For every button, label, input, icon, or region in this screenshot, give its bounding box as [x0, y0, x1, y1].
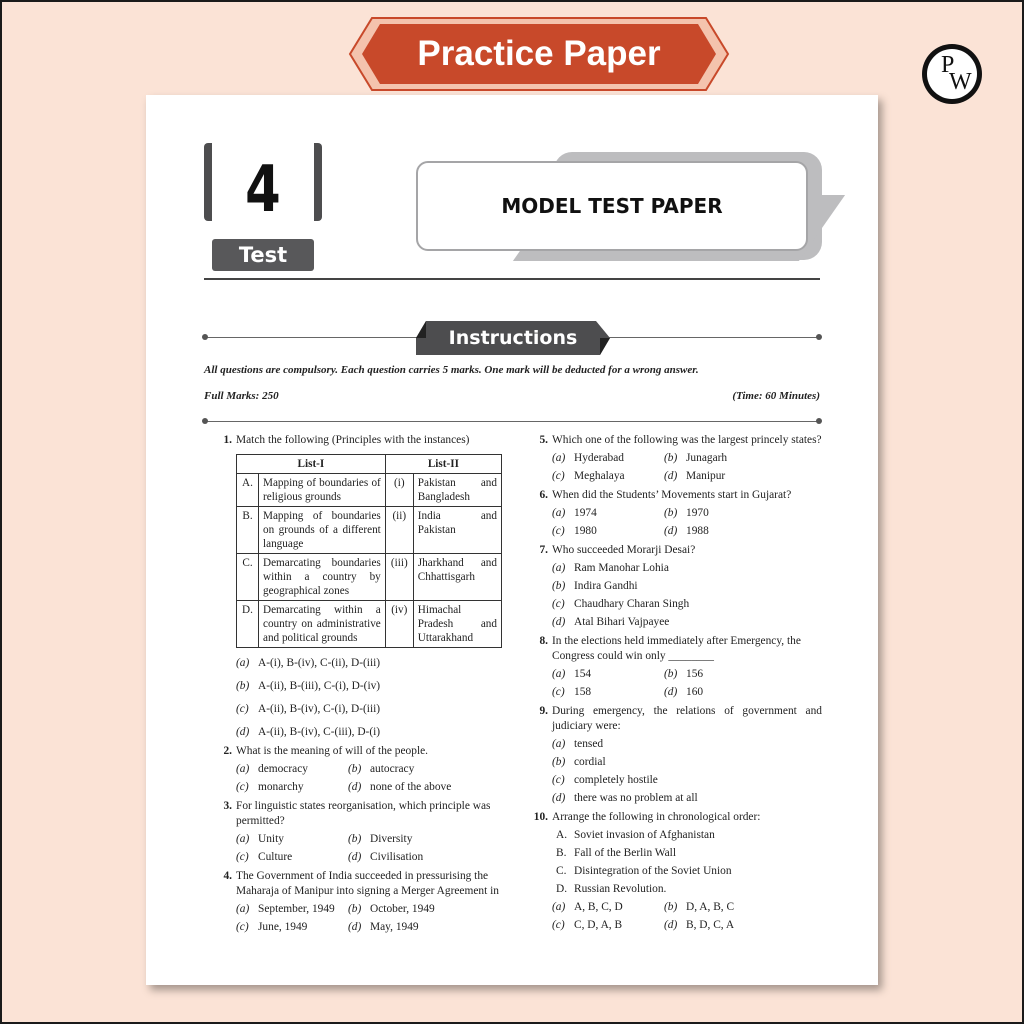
item-text: Soviet invasion of Afghanistan	[574, 829, 715, 841]
option-letter: (a)	[236, 657, 250, 669]
paper-page	[146, 95, 878, 985]
option-d[interactable]	[664, 469, 822, 484]
option-text: Unity	[258, 833, 284, 845]
option-b[interactable]	[236, 679, 506, 694]
option-text: Manipur	[686, 470, 726, 482]
option-letter: (c)	[552, 919, 565, 931]
test-label: Test	[212, 239, 314, 271]
answer-options	[552, 506, 822, 539]
question-4	[216, 869, 506, 935]
option-c[interactable]	[236, 702, 506, 717]
answer-options	[236, 656, 506, 740]
list-i-cell: Mapping of boundaries on grounds of a different language	[259, 507, 386, 554]
item-letter: A.	[556, 829, 568, 841]
option-d[interactable]	[348, 920, 506, 935]
option-letter: (d)	[664, 686, 678, 698]
row-numeral: (iv)	[385, 601, 413, 648]
option-text: June, 1949	[258, 921, 308, 933]
table-row	[237, 474, 502, 507]
list-i-cell: Mapping of boundaries of religious grounds	[259, 474, 386, 507]
option-b[interactable]	[552, 579, 822, 594]
question-3	[216, 799, 506, 865]
option-letter: (c)	[236, 703, 249, 715]
left-column	[216, 433, 506, 939]
question-2	[216, 744, 506, 795]
option-letter: (b)	[348, 833, 362, 845]
option-text: Diversity	[370, 833, 413, 845]
option-text: A, B, C, D	[574, 901, 623, 913]
option-text: B, D, C, A	[686, 919, 735, 931]
option-text: Indira Gandhi	[574, 580, 638, 592]
option-text: Atal Bihari Vajpayee	[574, 616, 670, 628]
item-letter: D.	[556, 883, 568, 895]
table-row	[237, 554, 502, 601]
list-item	[552, 846, 822, 861]
option-letter: (d)	[664, 919, 678, 931]
right-column	[532, 433, 822, 937]
match-table	[236, 454, 502, 648]
row-numeral: (iii)	[385, 554, 413, 601]
banner-title: Practice Paper	[417, 34, 661, 73]
option-text: tensed	[574, 738, 604, 750]
option-a[interactable]	[552, 900, 664, 915]
option-letter: (b)	[664, 452, 678, 464]
question-number: 4.	[223, 870, 232, 882]
option-text: D, A, B, C	[686, 901, 735, 913]
list-ii-cell: Pakistan and Bangladesh	[413, 474, 501, 507]
pw-logo-inner	[927, 49, 977, 99]
option-text: 156	[686, 668, 704, 680]
option-c[interactable]	[552, 469, 664, 484]
option-c[interactable]	[552, 918, 664, 933]
item-text: Disintegration of the Soviet Union	[574, 865, 732, 877]
question-number: 3.	[223, 800, 232, 812]
logo-letter-w: W	[949, 69, 972, 95]
question-text: For linguistic states reorganisation, which principle was permitted?	[236, 800, 491, 827]
option-letter: (b)	[236, 680, 250, 692]
question-number: 2.	[223, 745, 232, 757]
option-d[interactable]	[664, 918, 822, 933]
option-letter: (a)	[552, 901, 566, 913]
test-number-box	[204, 143, 322, 227]
option-letter: (c)	[236, 921, 249, 933]
option-letter: (c)	[236, 781, 249, 793]
option-text: C, D, A, B	[574, 919, 623, 931]
option-letter: (c)	[552, 470, 565, 482]
instructions-tab	[416, 321, 610, 355]
question-number: 9.	[539, 705, 548, 717]
option-text: 160	[686, 686, 704, 698]
option-text: A-(ii), B-(iv), C-(i), D-(iii)	[258, 703, 381, 715]
option-b[interactable]	[348, 762, 506, 777]
option-text: Civilisation	[370, 851, 424, 863]
item-text: Russian Revolution.	[574, 883, 667, 895]
option-text: Hyderabad	[574, 452, 624, 464]
answer-options	[552, 561, 822, 630]
option-text: September, 1949	[258, 903, 335, 915]
question-text: Arrange the following in chronological order:	[552, 811, 761, 823]
instructions-line-dot-left	[202, 334, 208, 340]
option-text: 1974	[574, 507, 597, 519]
option-letter: (c)	[552, 686, 565, 698]
row-numeral: (ii)	[385, 507, 413, 554]
question-number: 6.	[539, 489, 548, 501]
option-letter: (b)	[664, 507, 678, 519]
option-letter: (b)	[664, 668, 678, 680]
option-text: 154	[574, 668, 592, 680]
question-10	[532, 810, 822, 933]
row-letter: C.	[237, 554, 259, 601]
option-b[interactable]	[552, 755, 822, 770]
option-letter: (a)	[552, 738, 566, 750]
question-6	[532, 488, 822, 539]
option-text: A-(ii), B-(iii), C-(i), D-(iv)	[258, 680, 381, 692]
option-b[interactable]	[348, 832, 506, 847]
list-i-header: List-I	[237, 455, 386, 474]
option-b[interactable]	[664, 451, 822, 466]
question-text: When did the Students’ Movements start in Gujarat?	[552, 489, 792, 501]
option-text: May, 1949	[370, 921, 419, 933]
question-5	[532, 433, 822, 484]
option-letter: (b)	[552, 756, 566, 768]
row-letter: D.	[237, 601, 259, 648]
question-8	[532, 634, 822, 700]
list-ii-cell: Jharkhand and Chhattisgarh	[413, 554, 501, 601]
option-letter: (a)	[552, 452, 566, 464]
marks-row	[204, 390, 820, 402]
logo-letter-p: P	[941, 52, 955, 78]
list-i-cell: Demarcating boundaries within a country by geographical zones	[259, 554, 386, 601]
option-c[interactable]	[236, 850, 348, 865]
answer-options	[236, 762, 506, 795]
match-table-header	[237, 455, 502, 474]
option-text: Meghalaya	[574, 470, 625, 482]
option-text: 1988	[686, 525, 709, 537]
option-text: A-(i), B-(iv), C-(ii), D-(iii)	[258, 657, 381, 669]
option-letter: (a)	[236, 903, 250, 915]
option-letter: (d)	[348, 921, 362, 933]
sequence-items	[552, 828, 822, 897]
option-a[interactable]	[236, 656, 506, 671]
divider-dot-right	[816, 418, 822, 424]
question-text: Which one of the following was the largest princely states?	[552, 434, 822, 446]
option-text: Ram Manohar Lohia	[574, 562, 669, 574]
option-d[interactable]	[552, 615, 822, 630]
list-ii-cell: India and Pakistan	[413, 507, 501, 554]
option-text: autocracy	[370, 763, 415, 775]
option-a[interactable]	[236, 902, 348, 917]
list-ii-cell: Himachal Pradesh and Uttarakhand	[413, 601, 501, 648]
answer-options	[552, 667, 822, 700]
option-letter: (c)	[552, 598, 565, 610]
option-a[interactable]	[236, 762, 348, 777]
option-text: Culture	[258, 851, 293, 863]
header-divider	[204, 278, 820, 280]
list-i-cell: Demarcating within a country on administrative and political grounds	[259, 601, 386, 648]
option-letter: (a)	[236, 763, 250, 775]
question-number: 1.	[223, 434, 232, 446]
option-letter: (a)	[552, 668, 566, 680]
question-text: Match the following (Principles with the instances)	[236, 434, 470, 446]
option-letter: (a)	[552, 507, 566, 519]
list-item	[552, 864, 822, 879]
option-text: October, 1949	[370, 903, 435, 915]
option-c[interactable]	[236, 780, 348, 795]
item-text: Fall of the Berlin Wall	[574, 847, 677, 859]
option-text: cordial	[574, 756, 606, 768]
option-letter: (c)	[236, 851, 249, 863]
option-text: democracy	[258, 763, 308, 775]
option-d[interactable]	[664, 685, 822, 700]
row-letter: B.	[237, 507, 259, 554]
option-text: 1970	[686, 507, 709, 519]
divider-dot-left	[202, 418, 208, 424]
option-b[interactable]	[664, 506, 822, 521]
question-1	[216, 433, 506, 740]
option-letter: (b)	[348, 903, 362, 915]
option-d[interactable]	[664, 524, 822, 539]
option-letter: (d)	[348, 781, 362, 793]
option-text: completely hostile	[574, 774, 658, 786]
question-text: During emergency, the relations of government and judiciary were:	[552, 705, 822, 732]
option-a[interactable]	[236, 832, 348, 847]
list-ii-header: List-II	[385, 455, 501, 474]
option-letter: (d)	[552, 792, 566, 804]
option-letter: (d)	[664, 470, 678, 482]
row-letter: A.	[237, 474, 259, 507]
option-letter: (c)	[552, 774, 565, 786]
instructions-divider	[204, 421, 820, 422]
question-number: 8.	[539, 635, 548, 647]
option-letter: (a)	[552, 562, 566, 574]
option-text: Junagarh	[686, 452, 728, 464]
option-text: there was no problem at all	[574, 792, 698, 804]
option-text: 1980	[574, 525, 597, 537]
question-7	[532, 543, 822, 630]
option-b[interactable]	[664, 900, 822, 915]
option-c[interactable]	[552, 597, 822, 612]
list-item	[552, 828, 822, 843]
option-c[interactable]	[552, 524, 664, 539]
option-letter: (c)	[552, 525, 565, 537]
question-text: The Government of India succeeded in pressurising the Maharaja of Manipur into signing a Merger Agreement in	[236, 870, 499, 897]
option-d[interactable]	[552, 791, 822, 806]
question-9	[532, 704, 822, 806]
instructions-title: Instructions	[448, 327, 578, 349]
answer-options	[236, 902, 506, 935]
full-marks: Full Marks: 250	[204, 390, 279, 402]
option-b[interactable]	[664, 667, 822, 682]
option-c[interactable]	[552, 773, 822, 788]
option-letter: (d)	[552, 616, 566, 628]
time-limit: (Time: 60 Minutes)	[732, 390, 820, 402]
option-letter: (b)	[348, 763, 362, 775]
option-a[interactable]	[552, 506, 664, 521]
option-letter: (a)	[236, 833, 250, 845]
option-letter: (d)	[236, 726, 250, 738]
option-a[interactable]	[552, 737, 822, 752]
question-number: 10.	[533, 811, 548, 823]
option-a[interactable]	[552, 451, 664, 466]
instructions-text: All questions are compulsory. Each question carries 5 marks. One mark will be deducted for a wrong answer.	[204, 364, 699, 376]
option-text: none of the above	[370, 781, 452, 793]
option-d[interactable]	[348, 850, 506, 865]
row-numeral: (i)	[385, 474, 413, 507]
list-item	[552, 882, 822, 897]
option-text: 158	[574, 686, 592, 698]
option-a[interactable]	[552, 667, 664, 682]
test-number: 4	[245, 153, 281, 227]
question-text: Who succeeded Morarji Desai?	[552, 544, 696, 556]
option-text: Chaudhary Charan Singh	[574, 598, 690, 610]
answer-options	[552, 737, 822, 806]
option-text: A-(ii), B-(iv), C-(iii), D-(i)	[258, 726, 381, 738]
option-a[interactable]	[552, 561, 822, 576]
option-d[interactable]	[236, 725, 506, 740]
option-text: monarchy	[258, 781, 304, 793]
option-d[interactable]	[348, 780, 506, 795]
question-number: 5.	[539, 434, 548, 446]
option-letter: (d)	[664, 525, 678, 537]
option-letter: (b)	[664, 901, 678, 913]
table-row	[237, 507, 502, 554]
pw-logo	[922, 44, 982, 104]
option-c[interactable]	[552, 685, 664, 700]
option-c[interactable]	[236, 920, 348, 935]
answer-options	[552, 451, 822, 484]
test-number-inner	[212, 143, 314, 235]
practice-paper-banner	[348, 16, 730, 92]
option-letter: (b)	[552, 580, 566, 592]
option-letter: (d)	[348, 851, 362, 863]
paper-title: MODEL TEST PAPER	[416, 161, 808, 251]
answer-options	[552, 900, 822, 933]
item-letter: B.	[556, 847, 567, 859]
item-letter: C.	[556, 865, 567, 877]
table-row	[237, 601, 502, 648]
question-number: 7.	[539, 544, 548, 556]
instructions-line-dot-right	[816, 334, 822, 340]
answer-options	[236, 832, 506, 865]
question-text: In the elections held immediately after Emergency, the Congress could win only ________	[552, 635, 801, 662]
question-text: What is the meaning of will of the people.	[236, 745, 429, 757]
option-b[interactable]	[348, 902, 506, 917]
